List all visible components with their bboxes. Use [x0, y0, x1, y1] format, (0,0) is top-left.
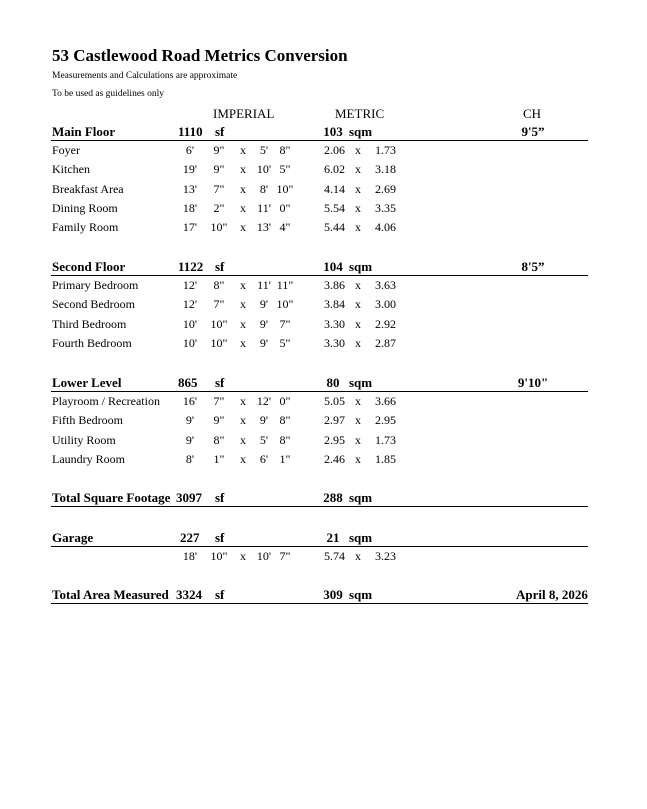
room-fourth-bedroom-x1: x: [240, 335, 246, 350]
room-fifth-bedroom-x2: x: [355, 413, 361, 428]
section-second-floor-name: Second Floor: [52, 259, 126, 274]
room-utility-room-m2: 1.73: [375, 432, 396, 447]
room-utility-room-in2: 8": [279, 432, 291, 447]
room-utility-room-ft1: 9': [185, 432, 195, 447]
room-foyer-ft2: 5': [259, 143, 269, 158]
total-area-sqm: 309: [323, 587, 343, 602]
room-breakfast-area-x2: x: [355, 181, 361, 196]
room-laundry-room-x1: x: [240, 451, 246, 466]
room-dining-room-m1: 5.54: [324, 200, 345, 215]
total-square-footage-rule: [51, 506, 588, 507]
room-dining-room-x1: x: [240, 200, 246, 215]
room-family-room-x1: x: [240, 220, 246, 234]
room-foyer-x1: x: [240, 143, 246, 158]
room-dining-room-m2: 3.35: [375, 200, 396, 215]
room-second-bedroom-m1: 3.84: [324, 297, 345, 312]
section-lower-level-sqm-unit: sqm: [349, 375, 373, 390]
room-third-bedroom-m1: 3.30: [324, 316, 345, 331]
room-utility-room-x1: x: [240, 432, 246, 447]
garage-sqm-unit: sqm: [349, 530, 373, 545]
total-square-footage-sqm-unit: sqm: [349, 490, 373, 505]
section-main-floor-sqm: 103: [323, 124, 343, 139]
room-dining-room-name: Dining Room: [52, 200, 118, 215]
room-family-room-x2: x: [355, 220, 361, 234]
room-third-bedroom-m2: 2.92: [375, 316, 396, 331]
room-second-bedroom-x1: x: [240, 297, 246, 312]
room-family-room-name: Family Room: [52, 220, 119, 234]
section-lower-level-ceiling-height: 9'10": [517, 375, 549, 390]
room-fifth-bedroom-x1: x: [240, 413, 246, 428]
total-area-rule: [51, 603, 588, 604]
room-kitchen-m2: 3.18: [375, 162, 396, 177]
section-main-floor-ceiling-height: 9'5”: [521, 124, 545, 139]
garage-name: Garage: [52, 530, 94, 545]
room-laundry-room-m2: 1.85: [375, 451, 396, 466]
room-primary-bedroom-in1: 8": [213, 278, 225, 293]
total-area-sf-unit: sf: [215, 587, 225, 602]
room-kitchen-in1: 9": [213, 162, 225, 177]
room-laundry-room-in1: 1": [213, 451, 225, 466]
room-primary-bedroom-m1: 3.86: [324, 278, 345, 293]
section-lower-level-name: Lower Level: [52, 375, 122, 390]
garage-row-in1: 10": [210, 549, 228, 563]
total-area-sqm-unit: sqm: [349, 587, 373, 602]
room-second-bedroom-in1: 7": [213, 297, 225, 312]
room-kitchen-x1: x: [240, 162, 246, 177]
room-foyer-x2: x: [355, 143, 361, 158]
section-main-floor-sqm-unit: sqm: [349, 124, 373, 139]
section-main-floor-name: Main Floor: [52, 124, 116, 139]
approximate-note: Measurements and Calculations are approximate: [52, 71, 238, 81]
section-lower-level-sf: 865: [178, 375, 198, 390]
room-utility-room-x2: x: [355, 432, 361, 447]
room-primary-bedroom-ft1: 12': [182, 278, 198, 293]
section-second-floor-ceiling-height: 8'5”: [521, 259, 545, 274]
room-fourth-bedroom-m2: 2.87: [375, 335, 396, 350]
room-utility-room-m1: 2.95: [324, 432, 345, 447]
report-date: April 8, 2026: [516, 587, 588, 602]
garage-row-x2: x: [355, 549, 361, 563]
metric-header: METRIC: [335, 106, 385, 121]
room-playroom-recreation-x2: x: [355, 394, 361, 409]
room-playroom-recreation-ft2: 12': [256, 394, 272, 409]
garage-sf-unit: sf: [215, 530, 225, 545]
room-fourth-bedroom-x2: x: [355, 335, 361, 350]
garage-row-ft2: 10': [256, 549, 272, 563]
room-primary-bedroom-m2: 3.63: [375, 278, 396, 293]
room-primary-bedroom-x2: x: [355, 278, 361, 293]
room-family-room-m1: 5.44: [324, 220, 345, 234]
room-breakfast-area-m1: 4.14: [324, 181, 345, 196]
section-main-floor-sf-unit: sf: [215, 124, 225, 139]
room-kitchen-in2: 5": [279, 162, 291, 177]
section-lower-level-sf-unit: sf: [215, 375, 225, 390]
room-playroom-recreation-m1: 5.05: [324, 394, 345, 409]
section-main-floor-rule: [51, 140, 588, 141]
room-primary-bedroom-name: Primary Bedroom: [52, 278, 139, 293]
garage-rule: [51, 546, 588, 547]
room-third-bedroom-ft2: 9': [259, 316, 269, 331]
room-laundry-room-ft2: 6': [259, 451, 269, 466]
room-dining-room-in2: 0": [279, 200, 291, 215]
room-fifth-bedroom-ft2: 9': [259, 413, 269, 428]
document-title: 53 Castlewood Road Metrics Conversion: [52, 46, 348, 65]
room-second-bedroom-name: Second Bedroom: [52, 297, 135, 312]
room-laundry-room-in2: 1": [279, 451, 291, 466]
room-playroom-recreation-ft1: 16': [182, 394, 198, 409]
room-second-bedroom-m2: 3.00: [375, 297, 396, 312]
room-third-bedroom-in1: 10": [210, 316, 228, 331]
room-playroom-recreation-in2: 0": [279, 394, 291, 409]
total-square-footage-sqm: 288: [323, 490, 343, 505]
garage-row-in2: 7": [279, 549, 291, 563]
room-family-room-m2: 4.06: [375, 220, 396, 234]
room-playroom-recreation-in1: 7": [213, 394, 225, 409]
room-family-room-in2: 4": [279, 220, 291, 234]
room-utility-room-in1: 8": [213, 432, 225, 447]
room-kitchen-ft2: 10': [256, 162, 272, 177]
room-fourth-bedroom-in1: 10": [210, 335, 228, 350]
room-dining-room-x2: x: [355, 200, 361, 215]
room-primary-bedroom-ft2: 11': [257, 278, 271, 293]
room-kitchen-ft1: 19': [182, 162, 198, 177]
section-second-floor-sqm: 104: [323, 259, 343, 274]
section-lower-level-sqm: 80: [326, 375, 340, 390]
room-third-bedroom-in2: 7": [279, 316, 291, 331]
section-lower-level-rule: [51, 391, 588, 392]
garage-row-m2: 3.23: [375, 549, 396, 563]
total-square-footage-label: Total Square Footage: [52, 490, 171, 505]
room-third-bedroom-ft1: 10': [182, 316, 198, 331]
room-fourth-bedroom-m1: 3.30: [324, 335, 345, 350]
total-square-footage-sf: 3097: [176, 490, 202, 505]
room-laundry-room-m1: 2.46: [324, 451, 345, 466]
room-foyer-ft1: 6': [185, 143, 195, 158]
ch-header: CH: [523, 106, 542, 121]
garage-row-ft1: 18': [182, 549, 198, 563]
room-utility-room-name: Utility Room: [52, 432, 116, 447]
room-dining-room-ft2: 11': [257, 200, 271, 215]
room-laundry-room-name: Laundry Room: [52, 451, 125, 466]
room-primary-bedroom-x1: x: [240, 278, 246, 293]
room-breakfast-area-in1: 7": [213, 181, 225, 196]
room-playroom-recreation-x1: x: [240, 394, 246, 409]
room-playroom-recreation-m2: 3.66: [375, 394, 396, 409]
room-second-bedroom-x2: x: [355, 297, 361, 312]
room-breakfast-area-in2: 10": [276, 181, 294, 196]
total-area-label: Total Area Measured: [52, 587, 169, 602]
garage-row-m1: 5.74: [324, 549, 345, 563]
room-family-room-in1: 10": [210, 220, 228, 234]
room-breakfast-area-name: Breakfast Area: [52, 181, 124, 196]
room-fifth-bedroom-in1: 9": [213, 413, 225, 428]
section-second-floor-rule: [51, 275, 588, 276]
room-laundry-room-x2: x: [355, 451, 361, 466]
imperial-header: IMPERIAL: [213, 106, 275, 121]
room-kitchen-name: Kitchen: [52, 162, 90, 177]
garage-sqm: 21: [326, 530, 340, 545]
garage-sf: 227: [180, 530, 200, 545]
garage-row-x1: x: [240, 549, 246, 563]
room-laundry-room-ft1: 8': [185, 451, 195, 466]
total-square-footage-sf-unit: sf: [215, 490, 225, 505]
room-fifth-bedroom-ft1: 9': [185, 413, 195, 428]
room-fourth-bedroom-in2: 5": [279, 335, 291, 350]
room-playroom-recreation-name: Playroom / Recreation: [52, 394, 160, 409]
room-fourth-bedroom-ft2: 9': [259, 335, 269, 350]
room-breakfast-area-x1: x: [240, 181, 246, 196]
room-dining-room-ft1: 18': [182, 200, 198, 215]
room-primary-bedroom-in2: 11": [276, 278, 294, 293]
room-third-bedroom-x1: x: [240, 316, 246, 331]
room-fifth-bedroom-in2: 8": [279, 413, 291, 428]
room-dining-room-in1: 2": [213, 200, 225, 215]
room-second-bedroom-in2: 10": [276, 297, 294, 312]
room-breakfast-area-ft2: 8': [259, 181, 269, 196]
room-fourth-bedroom-name: Fourth Bedroom: [52, 335, 132, 350]
room-foyer-in2: 8": [279, 143, 291, 158]
guidelines-note: To be used as guidelines only: [52, 89, 164, 99]
room-fifth-bedroom-m2: 2.95: [375, 413, 396, 428]
section-second-floor-sf-unit: sf: [215, 259, 225, 274]
room-third-bedroom-name: Third Bedroom: [52, 316, 127, 331]
section-second-floor-sf: 1122: [178, 259, 204, 274]
room-foyer-in1: 9": [213, 143, 225, 158]
room-fifth-bedroom-name: Fifth Bedroom: [52, 413, 123, 428]
room-third-bedroom-x2: x: [355, 316, 361, 331]
section-second-floor-sqm-unit: sqm: [349, 259, 373, 274]
room-fourth-bedroom-ft1: 10': [182, 335, 198, 350]
room-fifth-bedroom-m1: 2.97: [324, 413, 345, 428]
room-family-room-ft2: 13': [256, 220, 272, 234]
room-family-room-ft1: 17': [182, 220, 198, 234]
section-main-floor-sf: 1110: [178, 124, 203, 139]
room-kitchen-x2: x: [355, 162, 361, 177]
room-foyer-m1: 2.06: [324, 143, 345, 158]
room-foyer-m2: 1.73: [375, 143, 396, 158]
room-breakfast-area-m2: 2.69: [375, 181, 396, 196]
room-foyer-name: Foyer: [52, 143, 80, 158]
total-area-sf: 3324: [176, 587, 202, 602]
room-second-bedroom-ft1: 12': [182, 297, 198, 312]
room-kitchen-m1: 6.02: [324, 162, 345, 177]
room-second-bedroom-ft2: 9': [259, 297, 269, 312]
room-utility-room-ft2: 5': [259, 432, 269, 447]
room-breakfast-area-ft1: 13': [182, 181, 198, 196]
